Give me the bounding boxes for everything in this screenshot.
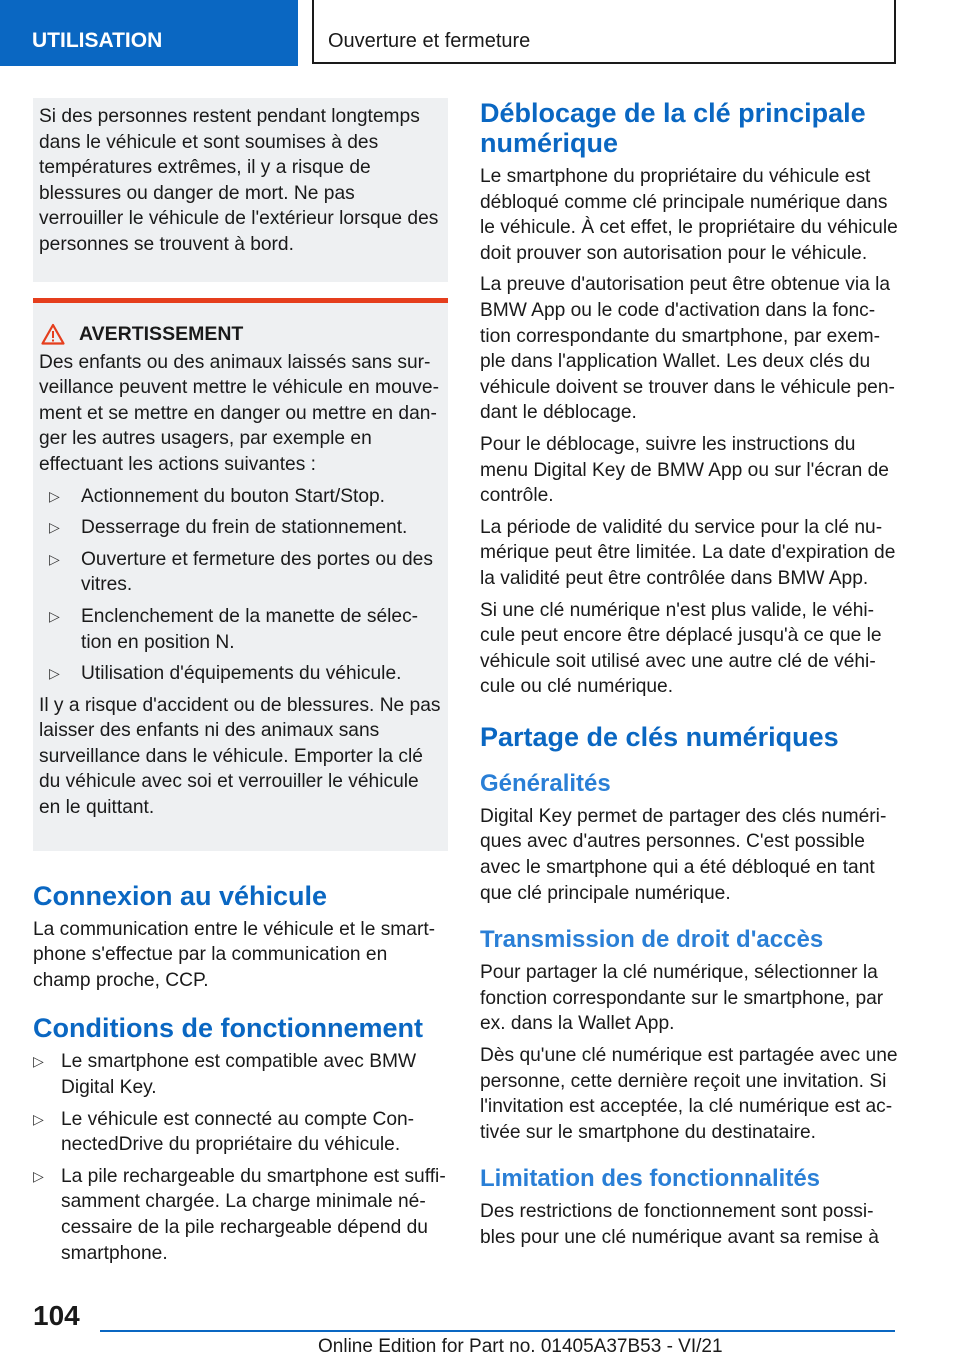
warning-header <box>39 323 442 346</box>
list-item: ▷ Ouverture et fermeture des portes ou des vitres. <box>49 548 433 596</box>
triangle-bullet-icon: ▷ <box>49 665 60 682</box>
paragraph: La période de validité du service pour la clé numérique peut être limitée. La date d'expiration de la validité peut être contrôlée dans BMW App. <box>480 516 896 589</box>
warning-triangle-icon <box>41 323 65 345</box>
paragraph: Le smartphone du propriétaire du véhicule est débloqué comme clé principale numérique dans le véhicule. À cet effet, le propriétaire du véhicule doit prouver son autorisation pour le véhicule. <box>480 166 898 264</box>
warning-box <box>33 298 448 851</box>
list-item: ▷ Desserrage du frein de stationnement. <box>39 515 442 541</box>
paragraph: Des restrictions de fonctionnement sont possibles pour une clé numérique avant sa remise à <box>480 1201 879 1248</box>
triangle-bullet-icon: ▷ <box>49 519 60 536</box>
partage-heading: Partage de clés numériques <box>480 721 839 752</box>
note-box <box>33 98 448 282</box>
triangle-bullet-icon: ▷ <box>33 1167 44 1184</box>
footer-edition: Online Edition for Part no. 01405A37B53 - VI/21 <box>318 1336 723 1357</box>
generalites-heading: Généralités <box>480 769 611 797</box>
transmission-heading: Transmission de droit d'accès <box>480 926 824 954</box>
deblocage-heading: Déblocage de la clé principale numérique <box>480 98 866 158</box>
list-item: ▷ La pile rechargeable du smartphone est suffisamment chargée. La charge minimale nécessaire de la pile rechargeable dépend du smartphone. <box>33 1165 446 1264</box>
paragraph: Digital Key permet de partager des clés numériques avec d'autres personnes. C'est possible avec le smartphone qui a été débloqué en tant que clé principale numérique. <box>480 805 887 904</box>
limitation-heading: Limitation des fonctionnalités <box>480 1165 821 1193</box>
triangle-bullet-icon: ▷ <box>33 1053 44 1070</box>
paragraph: Pour le déblocage, suivre les instructions du menu Digital Key de BMW App ou sur l'écran de contrôle. <box>480 433 889 507</box>
warning-list <box>39 484 442 687</box>
conditions-list <box>33 1049 448 1266</box>
warning-outro: Il y a risque d'accident ou de blessures. Ne pas laisser des enfants ni des animaux sans surveillance dans le véhicule. Emporter la clé du véhicule avec soi et verrouiller le véhicule en le quittant. <box>39 694 441 819</box>
list-item: ▷ Enclenchement de la manette de sélection en position N. <box>49 605 419 653</box>
page-number: 104 <box>33 1300 80 1331</box>
paragraph: Dès qu'une clé numérique est partagée avec une personne, cette dernière reçoit une invitation. Si l'invitation est acceptée, la clé numérique est activée sur le smartphone du destinataire. <box>480 1045 898 1143</box>
list-item: ▷ Le véhicule est connecté au compte ConnectedDrive du propriétaire du véhicule. <box>33 1108 415 1156</box>
paragraph: La preuve d'autorisation peut être obtenue via la BMW App ou le code d'activation dans la fonction correspondante du smartphone, par exemple dans l'application Wallet. Les deux clés du véhicule doivent se trouver dans le véhicule pendant le déblocage. <box>480 274 895 424</box>
left-column <box>33 98 448 1272</box>
paragraph: Si une clé numérique n'est plus valide, le véhicule peut encore être déplacé jusqu'à ce que le véhicule soit utilisé avec une autre clé de véhicule ou clé numérique. <box>480 599 882 698</box>
footer-divider <box>100 1330 895 1332</box>
list-item: ▷ Utilisation d'équipements du véhicule. <box>39 661 442 687</box>
chapter-tab: Ouverture et fermeture <box>312 0 896 64</box>
connexion-text: La communication entre le véhicule et le smartphone s'effectue par la communication en champ proche, CCP. <box>33 918 436 991</box>
triangle-bullet-icon: ▷ <box>49 550 60 567</box>
note-text: Si des personnes restent pendant longtemps dans le véhicule et sont soumises à des températures extrêmes, il y a risque de blessures ou danger de mort. Ne pas verrouiller le véhicule de l'extérieur lorsque des personnes se trouvent à bord. <box>39 106 439 255</box>
right-column <box>480 98 898 1257</box>
list-item: ▷ Actionnement du bouton Start/Stop. <box>39 484 442 510</box>
list-item: ▷ Le smartphone est compatible avec BMW Digital Key. <box>33 1051 417 1099</box>
section-tab: UTILISATION <box>0 0 298 66</box>
connexion-heading: Connexion au véhicule <box>33 880 328 911</box>
triangle-bullet-icon: ▷ <box>33 1110 44 1127</box>
triangle-bullet-icon: ▷ <box>49 487 60 504</box>
paragraph: Pour partager la clé numérique, sélectionner la fonction correspondante sur le smartphone, par ex. dans la Wallet App. <box>480 962 884 1035</box>
warning-title: AVERTISSEMENT <box>79 322 244 345</box>
warning-intro: Des enfants ou des animaux laissés sans surveillance peuvent mettre le véhicule en mouvement et se mettre en danger ou mettre en danger les autres usagers, par exemple en effectuant les actions suivantes : <box>39 351 439 475</box>
conditions-heading: Conditions de fonctionnement <box>33 1013 423 1044</box>
triangle-bullet-icon: ▷ <box>49 607 60 624</box>
